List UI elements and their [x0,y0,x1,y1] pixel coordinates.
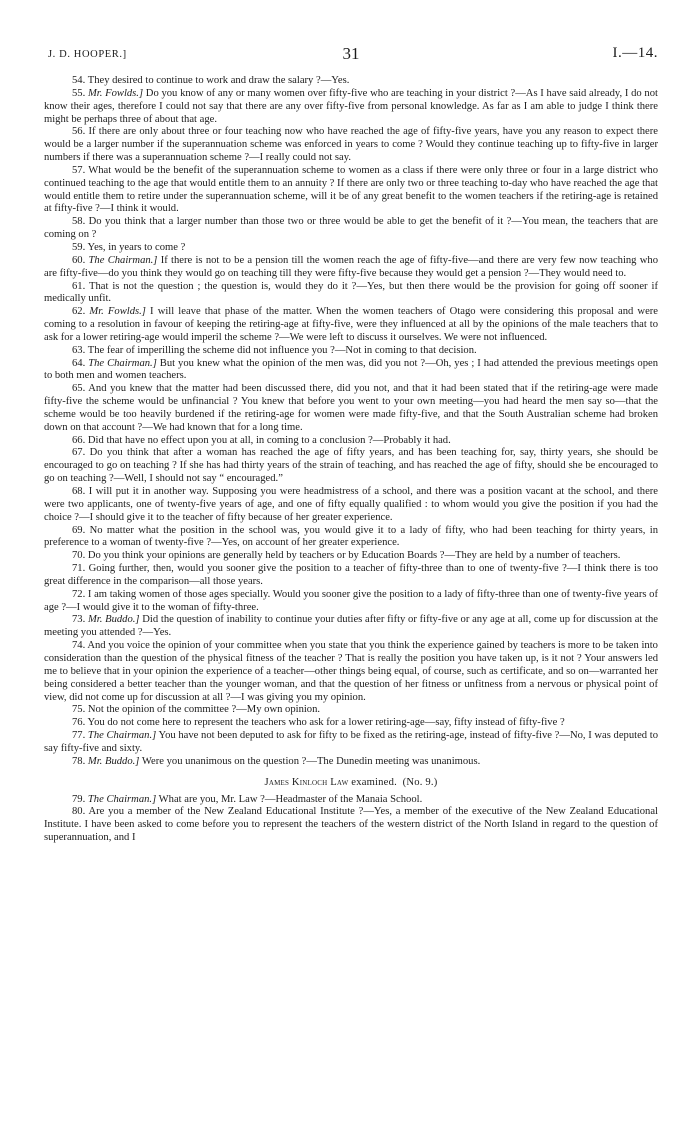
question-paragraph [44,563,658,589]
question-number: 78. [72,755,86,767]
question-paragraph [44,345,658,358]
question-paragraph [44,126,658,165]
question-number: 79. [72,793,86,805]
question-text: Are you a member of the New Zealand Educational Institute ?—Yes, a member of the executive of the New Zealand Educational Institute. I have been asked to come before you to represent the teachers of the western district of the North Island in regard to the question of superannuation, and I [44,806,658,844]
question-paragraph [44,730,658,756]
page-number: 31 [342,44,360,63]
question-number: 73. [72,614,86,626]
question-text: Do you think your opinions are generally held by teachers or by Education Boards ?—They are held by a number of teachers. [87,550,621,562]
question-paragraph [44,88,658,127]
question-number: 60. [72,254,86,266]
question-number: 65. [72,383,86,395]
question-text: No matter what the position in the school was, you would give it to a lady of fifty, who had been teaching for thirty years, in preference to a woman of twenty-five ?—Yes, on account of her greater experience. [44,524,658,549]
question-number: 76. [72,717,86,729]
question-paragraph [44,640,658,704]
speaker-name: Mr. Buddo.] [87,755,140,767]
question-text: That is not the question ; the question is, would they do it ?—Yes, but then there would be the provision for going off sooner if medically unfit. [44,280,658,305]
question-text: Did that have no effect upon you at all, in coming to a conclusion ?—Probably it had. [87,434,451,446]
question-number: 71. [72,563,86,575]
document-reference: I.—14. [612,45,658,61]
question-paragraph [44,216,658,242]
question-number: 70. [72,550,86,562]
question-paragraph [44,281,658,307]
question-text: You have not been deputed to ask for fifty to be fixed as the retiring-age, instead of fifty-five ?—No, I was deputed to say fifty-five and sixty. [44,730,658,754]
question-paragraph [44,358,658,384]
heading-suffix: examined. [351,776,397,788]
question-number: 57. [72,164,86,176]
question-paragraph [44,525,658,551]
question-paragraph [44,756,658,769]
question-number: 56. [72,126,86,138]
question-number: 69. [72,524,86,536]
witness-name: James Kinloch Law [264,776,349,788]
question-number: 58. [72,216,86,228]
question-number: 72. [72,588,86,600]
witness-number: (No. 9.) [402,776,438,788]
question-number: 59. [72,241,86,253]
question-paragraph [44,383,658,434]
question-text: I am taking women of those ages specially. Would you sooner give the position to a lady of fifty-three than one of twenty-five years of age ?—I would give it to the woman of fifty-three. [44,588,658,613]
body-text [44,75,658,845]
question-paragraph [44,486,658,525]
question-text: They desired to continue to work and draw the salary ?—Yes. [87,75,350,86]
question-number: 66. [72,434,86,446]
question-text: Did the question of inability to continue your duties after fifty or fifty-five or any age at all, come up for discussion at the meeting you attended ?—Yes. [44,614,659,639]
question-text: I will put it in another way. Supposing you were headmistress of a school, and there was a position vacant at the school, and there were two applicants, one of twenty-five years of age, and one of fifty equally qualified : to whom would you give the position if you had the choice ?—I should give it to the teacher of fifty because of her greater experience. [44,486,659,523]
testimony-block-1 [44,75,658,769]
question-number: 80. [72,806,86,818]
question-paragraph [44,242,658,255]
question-text: But you knew what the opinion of the men was, did you not ?—Oh, yes ; I had attended the previous meetings open to both men and women teachers. [44,357,658,382]
testimony-block-2 [44,794,658,845]
speaker-name: The Chairman.] [88,357,157,369]
question-number: 67. [72,447,86,459]
question-paragraph [44,255,658,281]
speaker-name: The Chairman.] [87,730,157,742]
question-text: Do you know of any or many women over fifty-five who are teaching in your district ?—As I have said already, I do not know their ages, therefore I could not say that there are any over fifty-five from personal knowledge. As far as I am able to judge I think there might be perhaps three of about that age. [44,87,658,125]
question-text: And you knew that the matter had been discussed there, did you not, and that it had been stated that if the retiring-age were made fifty-five the scheme would be unfinancial ? You knew that before you went to your own meeting—you had heard the men say so—that the scheme would be too heavily burdened if the retiring-age for women were made fifty-five, and that the South Australian scheme had broken down on that account ?—We had known that for a long time. [44,383,658,433]
question-text: I will leave that phase of the matter. When the women teachers of Otago were considering this proposal and were coming to a resolution in favour of keeping the retiring-age at fifty-five, were they influenced at all by the opinions of the male teachers that to ask for a lower retiring-age would imperil the scheme ?—We were left to discuss it ourselves. We were not influenced. [44,306,659,343]
question-paragraph [44,704,658,717]
speaker-name: The Chairman.] [88,254,158,266]
question-text: And you voice the opinion of your committee when you state that you think the experience gained by teachers is more to be taken into consideration than the question of the physical fitness of the teacher ? That is really the position you have taken up, is it not ? Your answers led me to believe that in your opinion the experience of a teacher—other things being equal, of course, such as certificate, and so on—warranted her being considered a better teacher than the younger woman, and that the question of her fitness or unfitness from a nervous or physical point of view, did not come up for discussion at all ?—I was giving you my opinion. [44,640,658,703]
question-number: 55. [72,87,86,99]
question-paragraph [44,435,658,448]
question-text: You do not come here to represent the teachers who ask for a lower retiring-age—say, fifty instead of fifty-five ? [87,717,565,729]
question-text: Do you think that a larger number than those two or three would be able to get the benefit of it ?—You mean, the teachers that are coming on ? [44,216,658,241]
question-number: 63. [72,344,86,356]
question-paragraph [44,806,658,845]
section-heading [44,776,658,789]
question-paragraph [44,717,658,730]
speaker-name: Mr. Fowlds.] [89,306,146,318]
question-number: 74. [72,640,86,652]
question-paragraph [44,614,658,640]
question-paragraph [44,794,658,807]
question-paragraph [44,589,658,615]
question-text: Were you unanimous on the question ?—The Dunedin meeting was unanimous. [141,755,481,767]
page-header [44,46,658,66]
question-paragraph [44,550,658,563]
question-paragraph [44,447,658,486]
question-text: What would be the benefit of the superannuation scheme to women as a class if there were only three or four in a large district who continued teaching to the age that would entitle them to an annuity ? If there are only two or three teaching to-day who have reached the age that would entitle them to retire under the superannuation scheme, will it be of any great benefit to the women teachers if the retiring-age is retained at fifty-five ?—I think it would. [44,164,658,215]
question-text: If there is not to be a pension till the women reach the age of fifty-five—and there are very few now teaching who are fifty-five—do you think they would go on teaching till they were fifty-five because they would get a pension ?—They would need to. [44,254,658,279]
header-author: J. D. HOOPER.] [48,49,127,60]
question-text: Yes, in years to come ? [87,241,186,253]
question-paragraph [44,75,658,88]
question-text: Do you think that after a woman has reached the age of fifty years, and has been teaching for, say, thirty years, she should be encouraged to go on teaching ? If she has had thirty years of the strain of teaching, and has reached the age of fifty, should she be encouraged to go on teaching ?—Well, I should not say “ encouraged.” [44,447,658,485]
question-number: 64. [72,357,86,369]
question-number: 61. [72,280,86,292]
question-text: Going further, then, would you sooner give the position to a teacher of fifty-three than to one of twenty-five ?—I think there is too great difference in the comparison—all those years. [44,563,658,587]
question-number: 68. [72,486,86,497]
question-text: The fear of imperilling the scheme did not influence you ?—Not in coming to that decision. [87,344,477,356]
question-paragraph [44,306,658,345]
question-text: Not the opinion of the committee ?—My own opinion. [87,704,321,716]
question-number: 62. [72,306,86,318]
speaker-name: The Chairman.] [87,793,157,805]
question-number: 54. [72,75,86,86]
speaker-name: Mr. Buddo.] [87,614,140,626]
question-number: 77. [72,730,86,742]
question-number: 75. [72,704,86,716]
question-text: What are you, Mr. Law ?—Headmaster of the Manaia School. [158,793,423,805]
question-text: If there are only about three or four teaching now who have reached the age of fifty-five years, have you any reason to expect there would be a larger number if the superannuation scheme was enforced in years to come ? Would they continue teaching up to fifty-five in larger numbers if there was a superannuation scheme ?—I really could not say. [44,126,658,164]
speaker-name: Mr. Fowlds.] [87,87,144,99]
question-paragraph [44,165,658,216]
